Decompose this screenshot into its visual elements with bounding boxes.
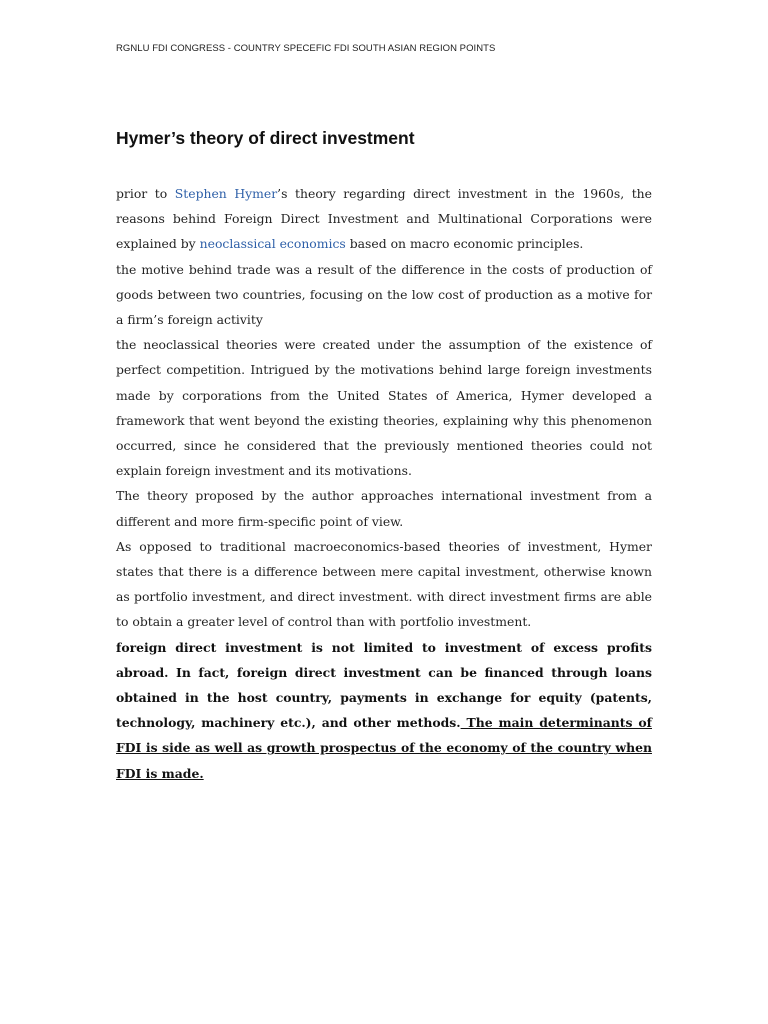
stephen-hymer-link[interactable]: Stephen Hymer <box>174 186 278 201</box>
paragraph-6 <box>116 635 652 786</box>
paragraph-4: The theory proposed by the author approaches international investment from a different and more firm-specific point of view. <box>116 488 652 529</box>
paragraph-1 <box>116 181 652 257</box>
paragraph-3: the neoclassical theories were created under the assumption of the existence of perfect competition. Intrigued by the motivations behind large foreign investments made by corporations from the United States of America, Hymer developed a framework that went beyond the existing theories, explaining why this phenomenon occurred, since he considered that the previously mentioned theories could not explain foreign investment and its motivations. <box>116 337 652 479</box>
paragraph-5: As opposed to traditional macroeconomics-based theories of investment, Hymer states that there is a difference between mere capital investment, otherwise known as portfolio investment, and direct investment. with direct investment firms are able to obtain a greater level of control than with portfolio investment. <box>116 538 652 630</box>
document-title: Hymer’s theory of direct investment <box>116 128 415 148</box>
paragraph-6-underlined-text: The main determinants of FDI is side as well as growth prospectus of the economy of the country when FDI is made. <box>116 715 652 781</box>
neoclassical-economics-link[interactable]: neoclassical economics <box>199 236 346 252</box>
document-body <box>116 181 652 786</box>
paragraph-2: the motive behind trade was a result of the difference in the costs of production of goods between two countries, focusing on the low cost of production as a motive for a firm’s foreign activity <box>116 261 652 328</box>
paragraph-1-text-start: prior to <box>116 186 175 201</box>
running-header: RGNLU FDI CONGRESS - COUNTRY SPECEFIC FDI SOUTH ASIAN REGION POINTS <box>116 43 496 54</box>
paragraph-1-text-middle: ’s theory regarding direct investment in the 1960s, the reasons behind Foreign Direct Investment and Multinational Corporations were explained by <box>116 186 652 252</box>
paragraph-1-text-end: based on macro economic principles. <box>345 236 584 252</box>
paragraph-6-bold-text: foreign direct investment is not limited to investment of excess profits abroad. In fact, foreign direct investment can be financed through loans obtained in the host country, payments in exchange for equity (patents, technology, machinery etc.), and other methods. <box>116 639 652 731</box>
